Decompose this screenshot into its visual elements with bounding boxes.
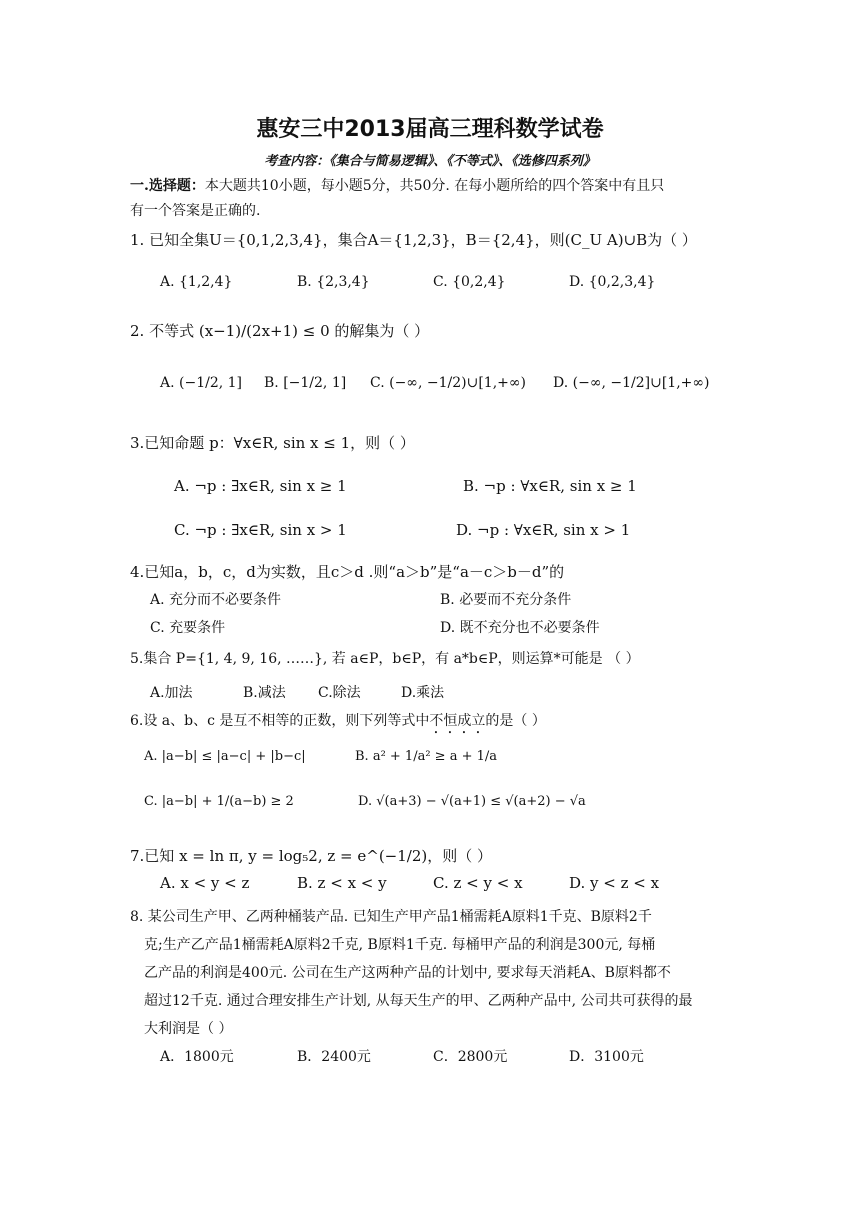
question-6-option-d: D. √(a+3) − √(a+1) ≤ √(a+2) − √a	[358, 794, 586, 809]
question-2-option-c: C. (−∞, −1/2)∪[1,+∞)	[370, 375, 526, 391]
question-4-option-d: D. 既不充分也不必要条件	[440, 620, 600, 636]
question-8-option-c: C．2800元	[433, 1049, 508, 1065]
question-6-option-a: A. |a−b| ≤ |a−c| + |b−c|	[144, 749, 306, 764]
exam-subtitle: 考查内容：《集合与简易逻辑》、《不等式》、《选修四系列》	[264, 154, 596, 169]
question-3-stem: 3.已知命题 p：∀x∈R, sin x ≤ 1，则（ ）	[130, 434, 415, 452]
question-1-option-a: A. {1,2,4}	[160, 274, 233, 290]
question-8-text-line: 8. 某公司生产甲、乙两种桶装产品. 已知生产甲产品1桶需耗A原料1千克、B原料2千	[130, 909, 652, 925]
instruction-text: 本大题共10小题，每小题5分，共50分. 在每小题所给的四个答案中有且只	[204, 178, 665, 194]
exam-title: 惠安三中2013届高三理科数学试卷	[256, 117, 604, 142]
emphasized-text: 不恒成立	[429, 713, 486, 729]
question-8-option-b: B．2400元	[297, 1049, 371, 1065]
question-3-option-d: D. ¬p : ∀x∈R, sin x > 1	[456, 521, 631, 539]
question-5-option-c: C.除法	[318, 685, 361, 701]
question-4-option-b: B. 必要而不充分条件	[440, 592, 572, 608]
question-3-option-c: C. ¬p : ∃x∈R, sin x > 1	[174, 521, 347, 539]
question-4-stem: 4.已知a，b，c，d为实数，且c＞d .则“a＞b”是“a－c＞b－d”的	[130, 563, 565, 581]
section-heading: 一.选择题：	[130, 178, 205, 194]
question-4-option-c: C. 充要条件	[150, 620, 226, 636]
question-8-text-line: 超过12千克. 通过合理安排生产计划, 从每天生产的甲、乙两种产品中, 公司共可获得的最	[144, 993, 693, 1009]
question-3-option-a: A. ¬p : ∃x∈R, sin x ≥ 1	[174, 477, 347, 495]
question-6-stem-end: 的是（ ）	[485, 713, 546, 729]
question-2-option-b: B. [−1/2, 1]	[264, 375, 347, 391]
question-8-option-d: D．3100元	[569, 1049, 644, 1065]
question-8-text-line: 大利润是（ ）	[144, 1021, 233, 1037]
question-3-option-b: B. ¬p : ∀x∈R, sin x ≥ 1	[463, 477, 637, 495]
question-1-option-d: D. {0,2,3,4}	[569, 274, 656, 290]
question-8-text-line: 克;生产乙产品1桶需耗A原料2千克, B原料1千克. 每桶甲产品的利润是300元, 每桶	[144, 937, 656, 953]
question-7-stem: 7.已知 x = ln π, y = log₅2, z = e^(−1/2)，则（ ）	[130, 847, 493, 865]
question-7-option-d: D. y < z < x	[569, 874, 660, 892]
question-7-option-a: A. x < y < z	[160, 874, 250, 892]
question-7-option-c: C. z < y < x	[433, 874, 523, 892]
question-2-stem: 2. 不等式 (x−1)/(2x+1) ≤ 0 的解集为（ ）	[130, 322, 430, 340]
question-6-option-b: B. a² + 1/a² ≥ a + 1/a	[355, 749, 498, 764]
question-6-option-c: C. |a−b| + 1/(a−b) ≥ 2	[144, 794, 294, 809]
instruction-text-cont: 有一个答案是正确的.	[130, 203, 261, 219]
question-5-option-a: A.加法	[150, 685, 193, 701]
question-6-stem	[130, 710, 546, 737]
question-7-option-b: B. z < x < y	[297, 874, 387, 892]
question-4-option-a: A. 充分而不必要条件	[150, 592, 282, 608]
question-2-option-a: A. (−1/2, 1]	[160, 375, 243, 391]
section-instructions	[130, 175, 664, 195]
question-5-stem: 5.集合 P={1, 4, 9, 16, ……}, 若 a∈P，b∈P，有 a*b∈P，则运算*可能是 （ ）	[130, 651, 640, 667]
question-5-option-d: D.乘法	[401, 685, 445, 701]
question-6-stem-start: 6.设 a、b、c 是互不相等的正数，则下列等式中	[130, 713, 430, 729]
question-1-option-c: C. {0,2,4}	[433, 274, 506, 290]
question-5-option-b: B.减法	[243, 685, 286, 701]
question-1-stem: 1. 已知全集U＝{0,1,2,3,4}，集合A＝{1,2,3}，B＝{2,4}，则(C_U A)∪B为（ ）	[130, 231, 697, 249]
question-8-option-a: A．1800元	[160, 1049, 234, 1065]
question-2-option-d: D. (−∞, −1/2]∪[1,+∞)	[553, 375, 710, 391]
question-8-text-line: 乙产品的利润是400元. 公司在生产这两种产品的计划中, 要求每天消耗A、B原料都不	[144, 965, 671, 981]
question-1-option-b: B. {2,3,4}	[297, 274, 370, 290]
